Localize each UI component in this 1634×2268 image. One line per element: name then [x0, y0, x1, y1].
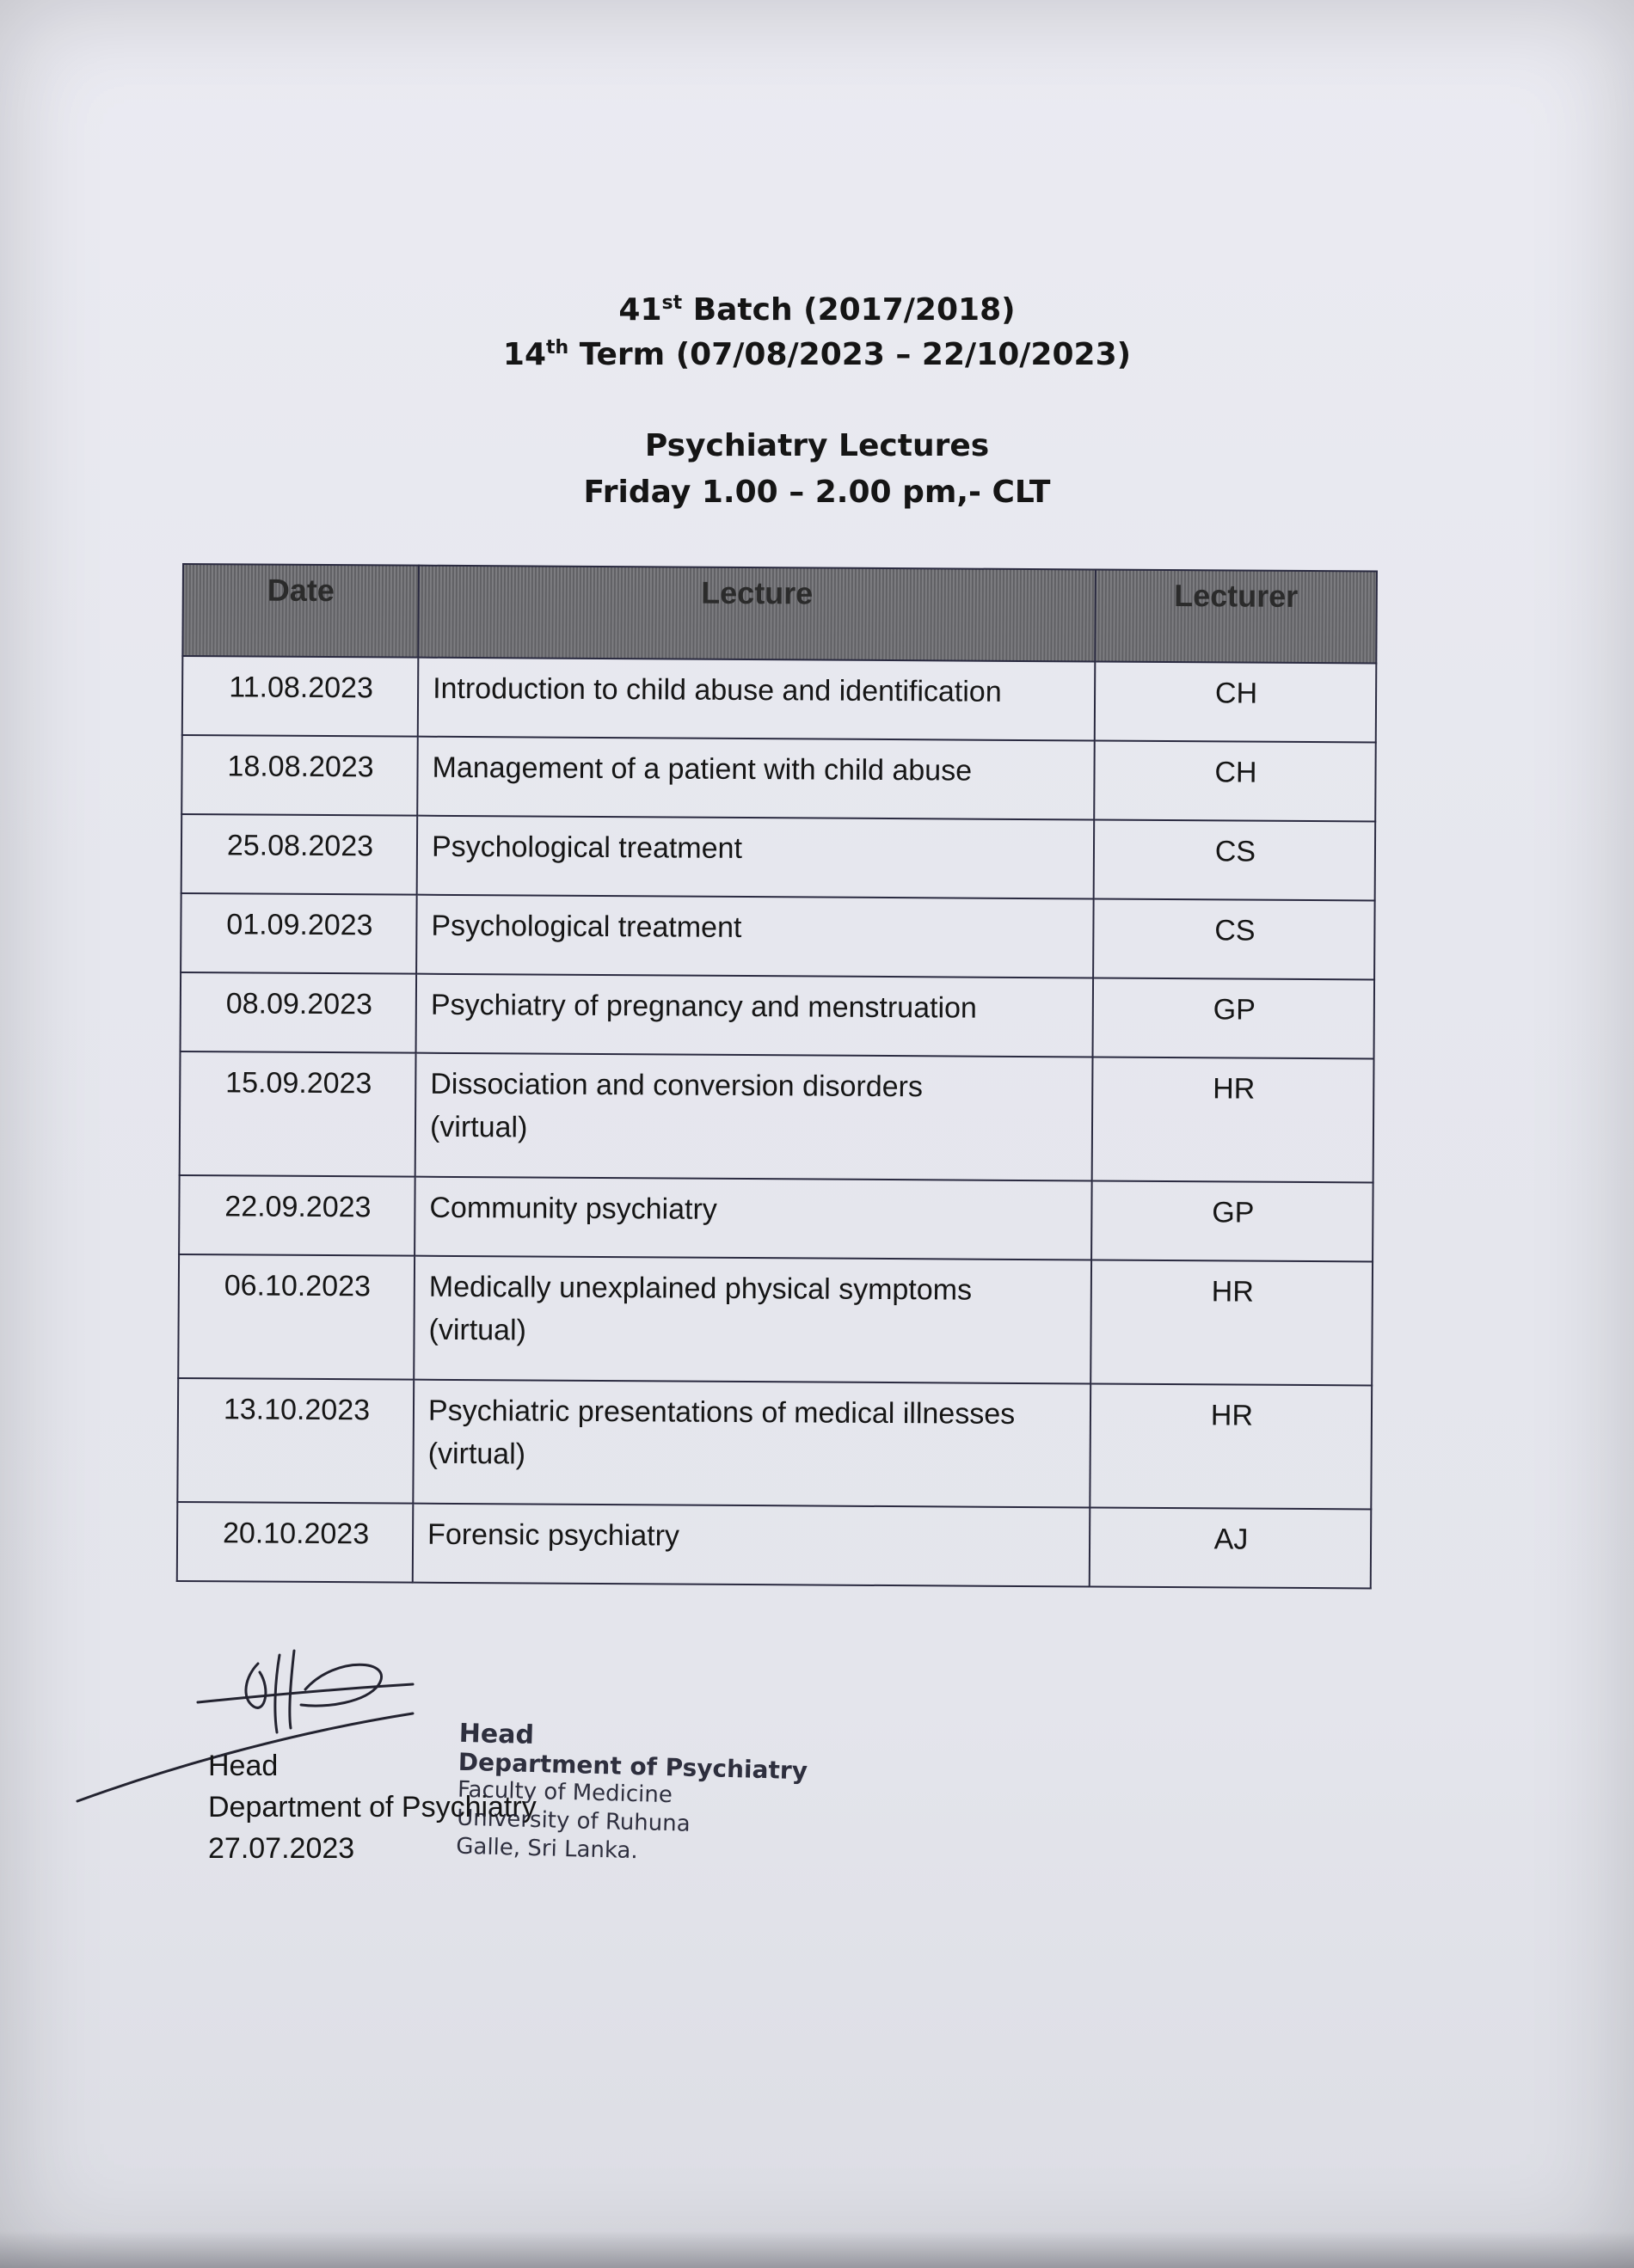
cell-lecture — [414, 1256, 1091, 1384]
cell-lecture — [413, 1380, 1090, 1508]
department-stamp — [456, 1719, 808, 1871]
signature-date: 27.07.2023 — [208, 1832, 355, 1865]
cell-lecturer: CH — [1094, 740, 1376, 821]
lecture-line-1: Psychiatric presentations of medical illnesses — [427, 1394, 1016, 1431]
cell-date: 15.09.2023 — [180, 1051, 416, 1177]
stamp-line-department: Department of Psychiatry — [458, 1747, 808, 1786]
cell-lecturer: AJ — [1090, 1507, 1372, 1588]
lecture-line-1: Medically unexplained physical symptoms — [428, 1270, 973, 1307]
document-title: Psychiatry Lectures — [644, 428, 990, 463]
term-heading: 14th Term (07/08/2023 – 22/10/2023) — [502, 337, 1132, 372]
cell-date: 01.09.2023 — [181, 893, 417, 974]
table-row — [182, 656, 1377, 742]
cell-date: 06.10.2023 — [178, 1254, 415, 1380]
cell-lecture — [415, 1053, 1093, 1181]
table-row — [177, 1378, 1372, 1509]
table-row — [181, 893, 1375, 979]
cell-lecturer: GP — [1091, 1180, 1373, 1261]
signatory-title: Head — [208, 1750, 279, 1782]
lecture-line-1: Dissociation and conversion disorders — [430, 1067, 924, 1104]
cell-date: 08.09.2023 — [181, 972, 417, 1053]
stamp-line-university: University of Ruhuna — [456, 1805, 691, 1837]
header-date: Date — [182, 564, 419, 658]
lecture-line-2: (virtual) — [429, 1110, 528, 1144]
lecture-line-2: (virtual) — [428, 1313, 527, 1347]
signatory-department: Department of Psychiatry — [208, 1791, 537, 1824]
table-row — [178, 1254, 1373, 1385]
cell-lecture: Psychiatry of pregnancy and menstruation — [416, 974, 1093, 1057]
header-lecturer: Lecturer — [1095, 569, 1377, 663]
header-lecture: Lecture — [418, 566, 1096, 662]
cell-date: 11.08.2023 — [182, 656, 419, 737]
cell-date: 20.10.2023 — [177, 1502, 414, 1583]
cell-lecture: Psychological treatment — [417, 816, 1094, 899]
lecture-line-2: (virtual) — [427, 1437, 526, 1471]
cell-date: 18.08.2023 — [181, 735, 418, 816]
cell-lecturer: CH — [1095, 661, 1377, 742]
cell-date: 13.10.2023 — [177, 1378, 414, 1504]
table-row — [181, 814, 1376, 900]
cell-lecturer: CS — [1093, 898, 1375, 979]
stamp-line-faculty: Faculty of Medicine — [457, 1776, 673, 1809]
cell-lecturer: HR — [1090, 1260, 1373, 1385]
table-row — [177, 1502, 1372, 1588]
lecture-schedule-table — [176, 563, 1378, 1589]
cell-lecture: Management of a patient with child abuse — [417, 737, 1094, 820]
cell-lecture: Community psychiatry — [415, 1177, 1091, 1260]
table-row — [180, 1051, 1374, 1182]
cell-date: 25.08.2023 — [181, 814, 418, 895]
cell-lecturer: CS — [1094, 819, 1376, 900]
cell-lecturer: HR — [1090, 1383, 1372, 1509]
stamp-line-title: Head — [458, 1718, 535, 1750]
table-header-row — [182, 564, 1377, 663]
cell-lecture: Introduction to child abuse and identification — [418, 658, 1095, 741]
batch-heading: 41st Batch (2017/2018) — [618, 292, 1016, 328]
cell-lecturer: HR — [1092, 1057, 1374, 1182]
cell-lecture: Psychological treatment — [416, 895, 1093, 978]
cell-date: 22.09.2023 — [179, 1175, 415, 1256]
table-row — [181, 972, 1375, 1058]
bottom-shadow — [0, 2231, 1634, 2268]
stamp-line-location: Galle, Sri Lanka. — [455, 1833, 639, 1865]
cell-lecturer: GP — [1092, 978, 1374, 1058]
table-row — [181, 735, 1376, 821]
table-row — [179, 1175, 1373, 1261]
cell-lecture: Forensic psychiatry — [413, 1504, 1090, 1587]
lecture-time: Friday 1.00 – 2.00 pm,- CLT — [583, 475, 1051, 510]
